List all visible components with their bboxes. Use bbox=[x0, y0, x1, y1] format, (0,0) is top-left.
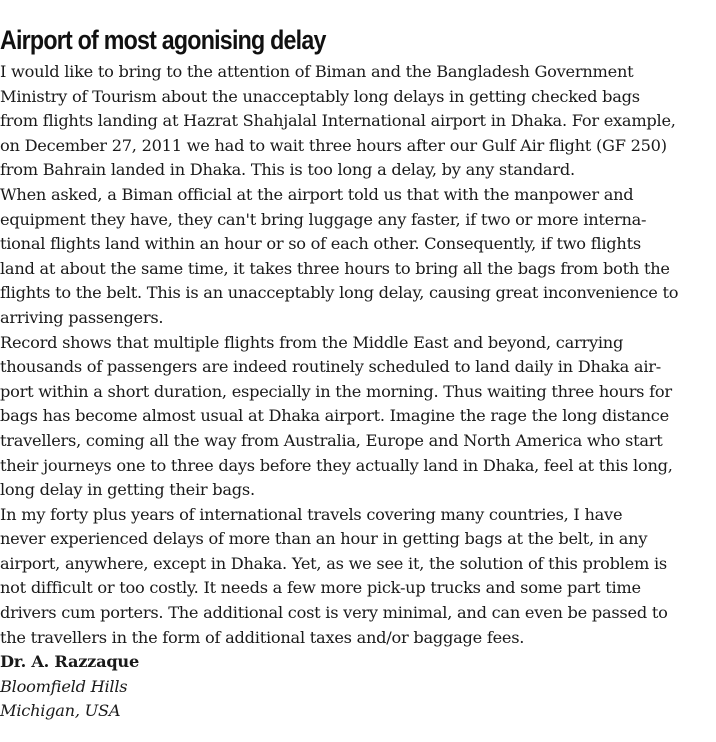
text-line: thousands of passengers are indeed routinely scheduled to land daily in Dhaka air- bbox=[0, 357, 661, 377]
text-line: land at about the same time, it takes three hours to bring all the bags from both the bbox=[0, 258, 670, 278]
text-line: Ministry of Tourism about the unacceptably long delays in getting checked bags bbox=[0, 86, 640, 106]
author-city: Bloomfield Hills bbox=[0, 676, 128, 696]
letter-article bbox=[0, 20, 700, 724]
author-region: Michigan, USA bbox=[0, 701, 121, 721]
text-line: tional flights land within an hour or so of each other. Consequently, if two flights bbox=[0, 234, 641, 254]
text-line: In my forty plus years of international travels covering many countries, I have bbox=[0, 504, 623, 524]
text-line: equipment they have, they can't bring luggage any faster, if two or more interna- bbox=[0, 209, 647, 229]
text-line: port within a short duration, especially in the morning. Thus waiting three hours for bbox=[0, 381, 672, 401]
text-line: from flights landing at Hazrat Shahjalal International airport in Dhaka. For example, bbox=[0, 111, 676, 131]
signature-block bbox=[0, 650, 700, 724]
text-line: drivers cum porters. The additional cost is very minimal, and can even be passed to bbox=[0, 603, 668, 623]
text-line: never experienced delays of more than an hour in getting bags at the belt, in any bbox=[0, 529, 648, 549]
text-line: on December 27, 2011 we had to wait three hours after our Gulf Air flight (GF 250) bbox=[0, 135, 667, 155]
text-line: flights to the belt. This is an unacceptably long delay, causing great inconvenience to bbox=[0, 283, 679, 303]
text-line: airport, anywhere, except in Dhaka. Yet, as we see it, the solution of this problem is bbox=[0, 553, 667, 573]
text-line: their journeys one to three days before they actually land in Dhaka, feel at this long, bbox=[0, 455, 673, 475]
text-line: from Bahrain landed in Dhaka. This is too long a delay, by any standard. bbox=[0, 160, 575, 180]
letter-body bbox=[0, 60, 700, 650]
text-line: I would like to bring to the attention of Biman and the Bangladesh Government bbox=[0, 62, 634, 81]
text-line: travellers, coming all the way from Australia, Europe and North America who start bbox=[0, 430, 663, 450]
text-line: the travellers in the form of additional taxes and/or baggage fees. bbox=[0, 627, 525, 647]
text-line: When asked, a Biman official at the airport told us that with the manpower and bbox=[0, 184, 634, 204]
headline: Airport of most agonising delay bbox=[0, 25, 326, 55]
text-line: bags has become almost usual at Dhaka airport. Imagine the rage the long distance bbox=[0, 406, 669, 426]
text-line: Record shows that multiple flights from the Middle East and beyond, carrying bbox=[0, 332, 624, 352]
text-line: not difficult or too costly. It needs a few more pick-up trucks and some part time bbox=[0, 578, 641, 598]
author-name: Dr. A. Razzaque bbox=[0, 652, 140, 672]
text-line: long delay in getting their bags. bbox=[0, 480, 255, 500]
text-line: arriving passengers. bbox=[0, 307, 164, 327]
